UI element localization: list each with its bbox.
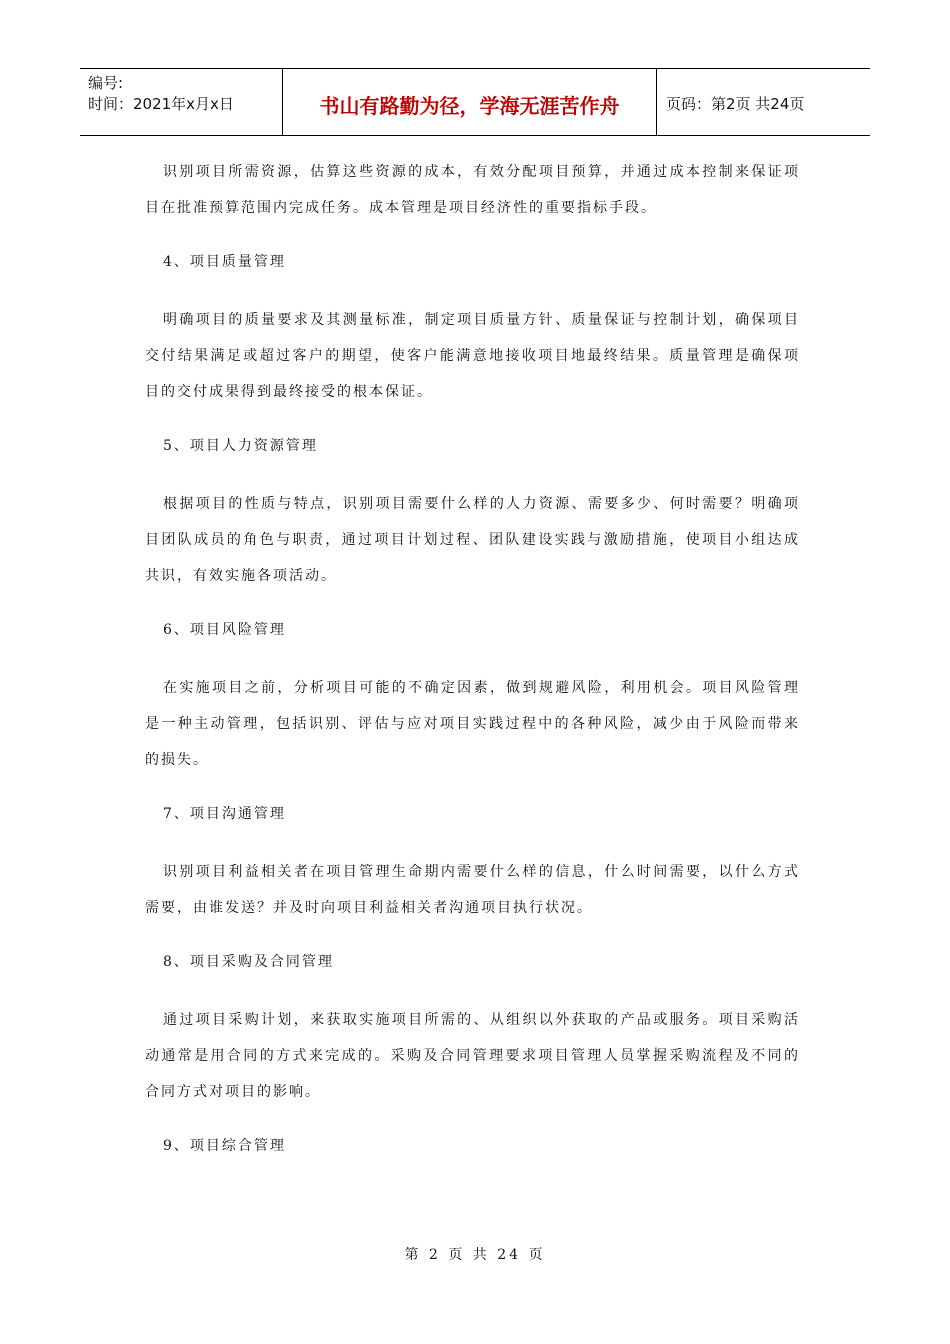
document-number-label: 编号: [88, 74, 124, 92]
header-table [80, 68, 870, 136]
header-page-info: 页码：第2页 共24页 [666, 94, 805, 113]
heading-communication-management: 7、项目沟通管理 [163, 806, 286, 822]
document-time: 时间：2021年x月x日 [88, 95, 234, 113]
heading-procurement-management: 8、项目采购及合同管理 [163, 954, 334, 970]
heading-integration-management: 9、项目综合管理 [163, 1138, 286, 1154]
header-motto: 书山有路勤为径，学海无涯苦作舟 [282, 69, 657, 135]
paragraph-cost-management: 识别项目所需资源，估算这些资源的成本，有效分配项目预算，并通过成本控制来保证项目在批准预算范围内完成任务。成本管理是项目经济性的重要指标手段。 [145, 164, 800, 216]
document-body [145, 154, 800, 1164]
heading-risk-management: 6、项目风险管理 [163, 622, 286, 638]
paragraph-procurement-management: 通过项目采购计划，来获取实施项目所需的、从组织以外获取的产品或服务。项目采购活动通常是用合同的方式来完成的。采购及合同管理要求项目管理人员掌握采购流程及不同的合同方式对项目的影响。 [145, 1012, 800, 1100]
paragraph-quality-management: 明确项目的质量要求及其测量标准，制定项目质量方针、质量保证与控制计划，确保项目交付结果满足或超过客户的期望，使客户能满意地接收项目地最终结果。质量管理是确保项目的交付成果得到最终接受的根本保证。 [145, 312, 800, 400]
page-footer: 第 2 页 共 24 页 [404, 1247, 546, 1263]
header-meta-cell [80, 69, 282, 135]
paragraph-risk-management: 在实施项目之前，分析项目可能的不确定因素，做到规避风险，利用机会。项目风险管理是一种主动管理，包括识别、评估与应对项目实践过程中的各种风险，减少由于风险而带来的损失。 [145, 680, 800, 768]
heading-hr-management: 5、项目人力资源管理 [163, 438, 318, 454]
paragraph-hr-management: 根据项目的性质与特点，识别项目需要什么样的人力资源、需要多少、何时需要？明确项目团队成员的角色与职责，通过项目计划过程、团队建设实践与激励措施，使项目小组达成共识，有效实施各项活动。 [145, 496, 800, 584]
paragraph-communication-management: 识别项目利益相关者在项目管理生命期内需要什么样的信息，什么时间需要，以什么方式需要，由谁发送？并及时向项目利益相关者沟通项目执行状况。 [145, 864, 800, 916]
heading-quality-management: 4、项目质量管理 [163, 254, 286, 270]
